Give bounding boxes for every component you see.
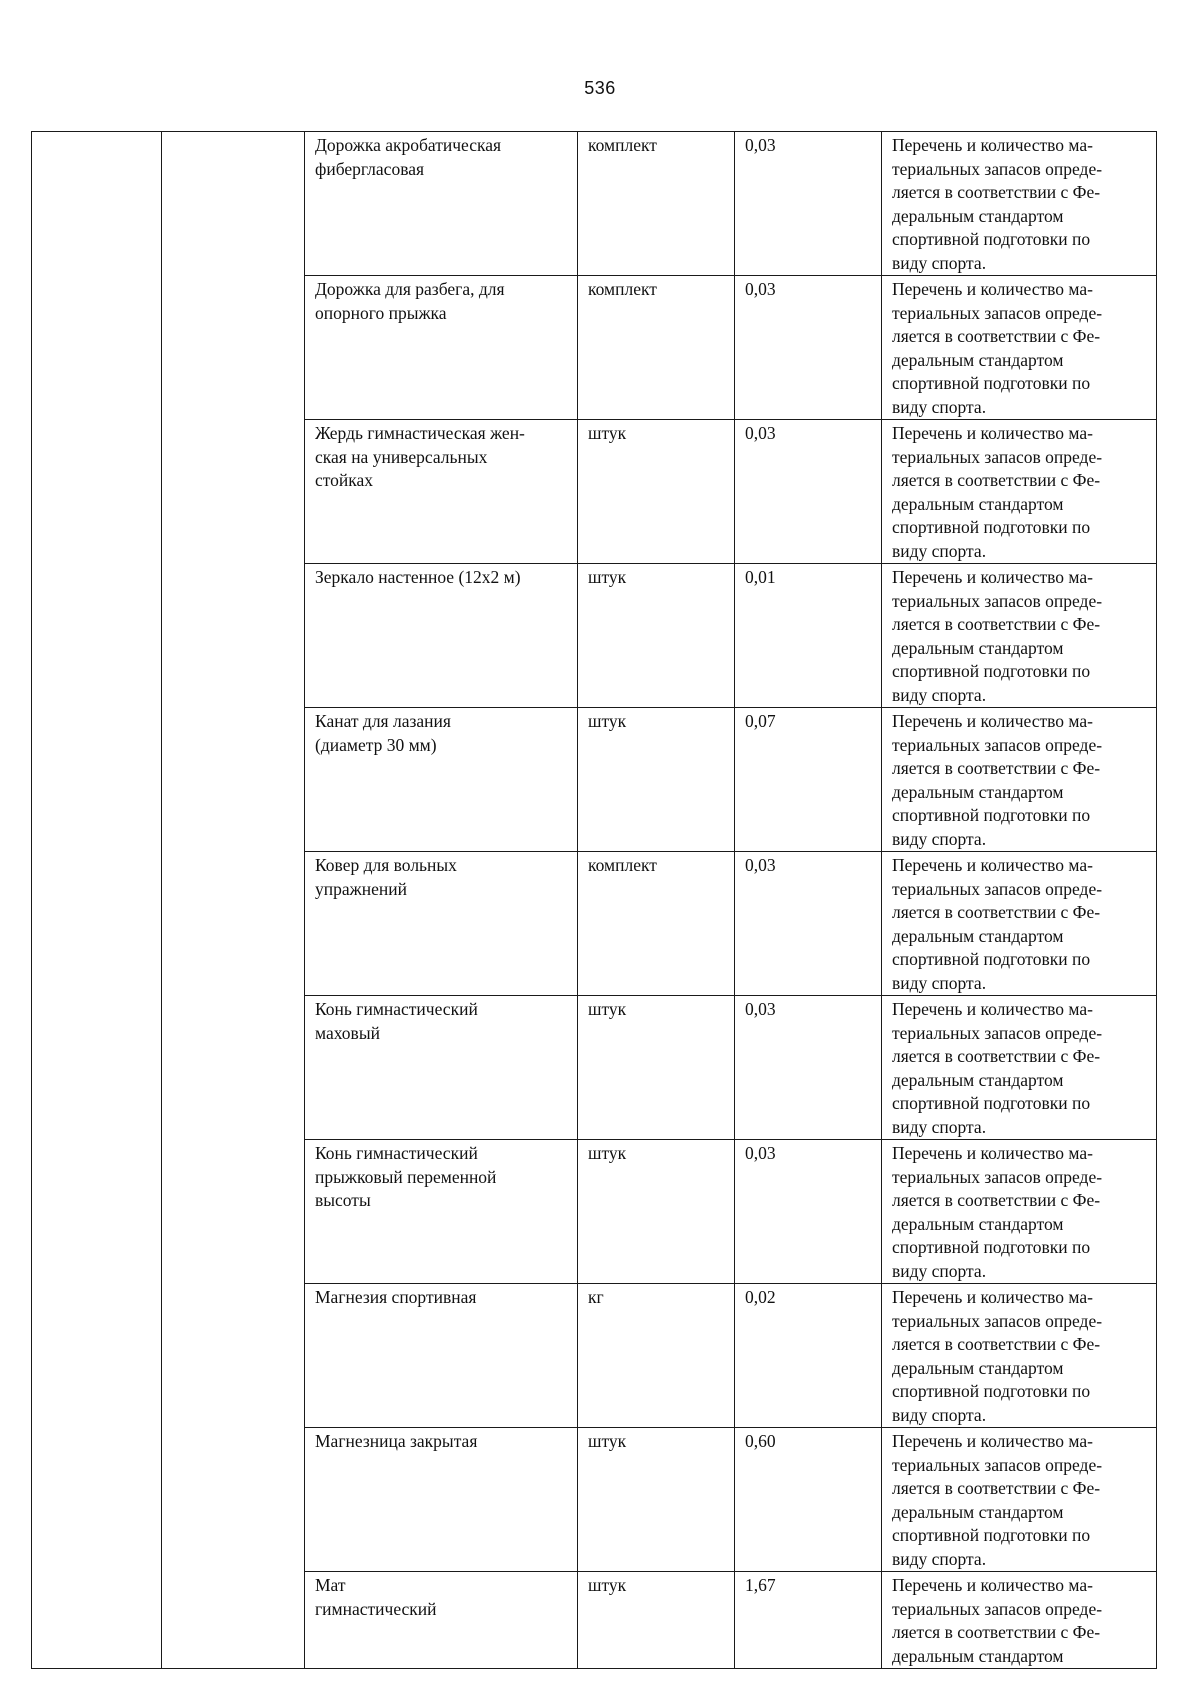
quantity-cell (735, 1428, 882, 1572)
item-note: Перечень и количество ма- териальных запасов опреде- ляется в соответствии с Фе- деральным стандартом спортивной подготовки по виду спорта. (892, 1287, 1103, 1425)
unit-cell (578, 1140, 735, 1284)
item-name-cell (305, 420, 578, 564)
quantity-cell (735, 420, 882, 564)
item-quantity: 0,03 (745, 423, 776, 443)
unit-cell (578, 1572, 735, 1669)
item-quantity: 0,02 (745, 1287, 776, 1307)
unit-cell (578, 564, 735, 708)
item-name-cell (305, 1284, 578, 1428)
note-cell (882, 132, 1157, 276)
item-name: Канат для лазания (диаметр 30 мм) (315, 711, 451, 755)
item-note: Перечень и количество ма- териальных запасов опреде- ляется в соответствии с Фе- деральным стандартом спортивной подготовки по виду спорта. (892, 1431, 1103, 1569)
item-name-cell (305, 996, 578, 1140)
unit-cell (578, 132, 735, 276)
item-unit: кг (588, 1287, 604, 1307)
item-unit: штук (588, 1431, 627, 1451)
quantity-cell (735, 1140, 882, 1284)
note-cell (882, 1284, 1157, 1428)
unit-cell (578, 1428, 735, 1572)
item-quantity: 1,67 (745, 1575, 776, 1595)
item-name: Магнезия спортивная (315, 1287, 477, 1307)
unit-cell (578, 996, 735, 1140)
item-name: Зеркало настенное (12х2 м) (315, 567, 521, 587)
note-cell (882, 276, 1157, 420)
item-name-cell (305, 132, 578, 276)
item-name: Ковер для вольных упражнений (315, 855, 457, 899)
item-note: Перечень и количество ма- териальных запасов опреде- ляется в соответствии с Фе- деральным стандартом спортивной подготовки по виду спорта. (892, 279, 1103, 417)
item-name-cell (305, 276, 578, 420)
item-note: Перечень и количество ма- териальных запасов опреде- ляется в соответствии с Фе- деральным стандартом спортивной подготовки по виду спорта. (892, 999, 1103, 1137)
item-note: Перечень и количество ма- териальных запасов опреде- ляется в соответствии с Фе- деральным стандартом спортивной подготовки по виду спорта. (892, 855, 1103, 993)
item-name: Дорожка для разбега, для опорного прыжка (315, 279, 505, 323)
item-note: Перечень и количество ма- териальных запасов опреде- ляется в соответствии с Фе- деральным стандартом спортивной подготовки по виду спорта. (892, 567, 1103, 705)
unit-cell (578, 276, 735, 420)
note-cell (882, 1140, 1157, 1284)
unit-cell (578, 852, 735, 996)
item-name-cell (305, 708, 578, 852)
item-name-cell (305, 564, 578, 708)
item-quantity: 0,03 (745, 999, 776, 1019)
item-unit: комплект (588, 855, 657, 875)
item-note: Перечень и количество ма- териальных запасов опреде- ляется в соответствии с Фе- деральным стандартом спортивной подготовки по виду спорта. (892, 423, 1103, 561)
item-quantity: 0,07 (745, 711, 776, 731)
note-cell (882, 564, 1157, 708)
item-unit: комплект (588, 279, 657, 299)
item-name: Жердь гимнастическая жен- ская на универсальных стойках (315, 423, 525, 490)
note-cell (882, 996, 1157, 1140)
quantity-cell (735, 996, 882, 1140)
item-unit: штук (588, 711, 627, 731)
item-unit: комплект (588, 135, 657, 155)
item-quantity: 0,03 (745, 1143, 776, 1163)
item-unit: штук (588, 567, 627, 587)
item-quantity: 0,03 (745, 135, 776, 155)
item-quantity: 0,03 (745, 855, 776, 875)
item-unit: штук (588, 423, 627, 443)
item-name: Конь гимнастический маховый (315, 999, 478, 1043)
item-name-cell (305, 1572, 578, 1669)
note-cell (882, 420, 1157, 564)
quantity-cell (735, 276, 882, 420)
item-name: Конь гимнастический прыжковый переменной высоты (315, 1143, 497, 1210)
quantity-cell (735, 1284, 882, 1428)
item-quantity: 0,60 (745, 1431, 776, 1451)
item-name-cell (305, 852, 578, 996)
quantity-cell (735, 132, 882, 276)
item-note: Перечень и количество ма- териальных запасов опреде- ляется в соответствии с Фе- деральным стандартом спортивной подготовки по виду спорта. (892, 711, 1103, 849)
item-name: Магнезница закрытая (315, 1431, 478, 1451)
item-name-cell (305, 1140, 578, 1284)
table-body (32, 132, 1157, 1669)
page-number: 536 (584, 78, 616, 98)
quantity-cell (735, 708, 882, 852)
note-cell (882, 708, 1157, 852)
unit-cell (578, 708, 735, 852)
table-row (32, 132, 1157, 276)
note-cell (882, 1572, 1157, 1669)
note-cell (882, 1428, 1157, 1572)
item-note: Перечень и количество ма- териальных запасов опреде- ляется в соответствии с Фе- деральным стандартом (892, 1575, 1103, 1666)
merged-cell-col-2 (162, 132, 305, 1669)
unit-cell (578, 420, 735, 564)
quantity-cell (735, 852, 882, 996)
item-unit: штук (588, 1575, 627, 1595)
equipment-table (31, 131, 1157, 1669)
note-cell (882, 852, 1157, 996)
item-name: Дорожка акробатическая фибергласовая (315, 135, 502, 179)
item-name: Мат гимнастический (315, 1575, 437, 1619)
merged-cell-col-1 (32, 132, 162, 1669)
item-quantity: 0,01 (745, 567, 776, 587)
item-quantity: 0,03 (745, 279, 776, 299)
item-name-cell (305, 1428, 578, 1572)
item-unit: штук (588, 999, 627, 1019)
item-note: Перечень и количество ма- териальных запасов опреде- ляется в соответствии с Фе- деральным стандартом спортивной подготовки по виду спорта. (892, 1143, 1103, 1281)
quantity-cell (735, 564, 882, 708)
item-unit: штук (588, 1143, 627, 1163)
unit-cell (578, 1284, 735, 1428)
quantity-cell (735, 1572, 882, 1669)
item-note: Перечень и количество ма- териальных запасов опреде- ляется в соответствии с Фе- деральным стандартом спортивной подготовки по виду спорта. (892, 135, 1103, 273)
